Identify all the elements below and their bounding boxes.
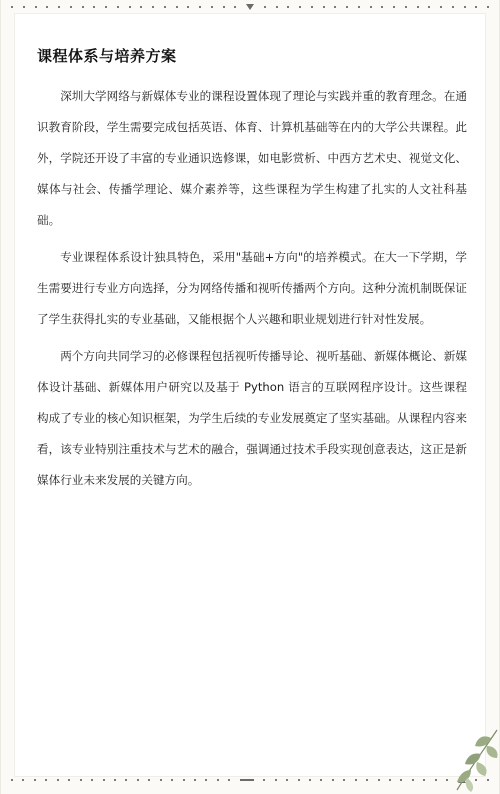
paragraph-1: 深圳大学网络与新媒体专业的课程设置体现了理论与实践并重的教育理念。在通识教育阶段，学生需要完成包括英语、体育、计算机基础等在内的大学公共课程。此外，学院还开设了丰富的专业通识选修课，如电影赏析、中西方艺术史、视觉文化、媒体与社会、传播学理论、媒介素养等，这些课程为学生构建了扎实的人文社科基础。 bbox=[37, 89, 467, 227]
top-triangle-icon bbox=[246, 4, 254, 10]
leaf-branch-icon bbox=[427, 724, 499, 794]
paragraph-3: 两个方向共同学习的必修课程包括视听传播导论、视听基础、新媒体概论、新媒体设计基础、新媒体用户研究以及基于 Python 语言的互联网程序设计。这些课程构成了专业的核心知识框架，为学生后续的专业发展奠定了坚实基础。从课程内容来看，该专业特别注重技术与艺术的融合，强调通过技术手段实现创意表达，这正是新媒体行业未来发展的关键方向。 bbox=[37, 349, 467, 487]
bottom-dash-icon bbox=[240, 779, 254, 781]
bottom-dotted-border bbox=[1, 776, 499, 784]
top-dotted-border bbox=[1, 3, 499, 11]
document-body bbox=[37, 44, 467, 502]
page-title: 课程体系与培养方案 bbox=[37, 47, 177, 65]
paragraph-2: 专业课程体系设计独具特色，采用"基础+方向"的培养模式。在大一下学期，学生需要进行专业方向选择，分为网络传播和视听传播两个方向。这种分流机制既保证了学生获得扎实的专业基础，又能根据个人兴趣和职业规划进行针对性发展。 bbox=[37, 250, 467, 326]
